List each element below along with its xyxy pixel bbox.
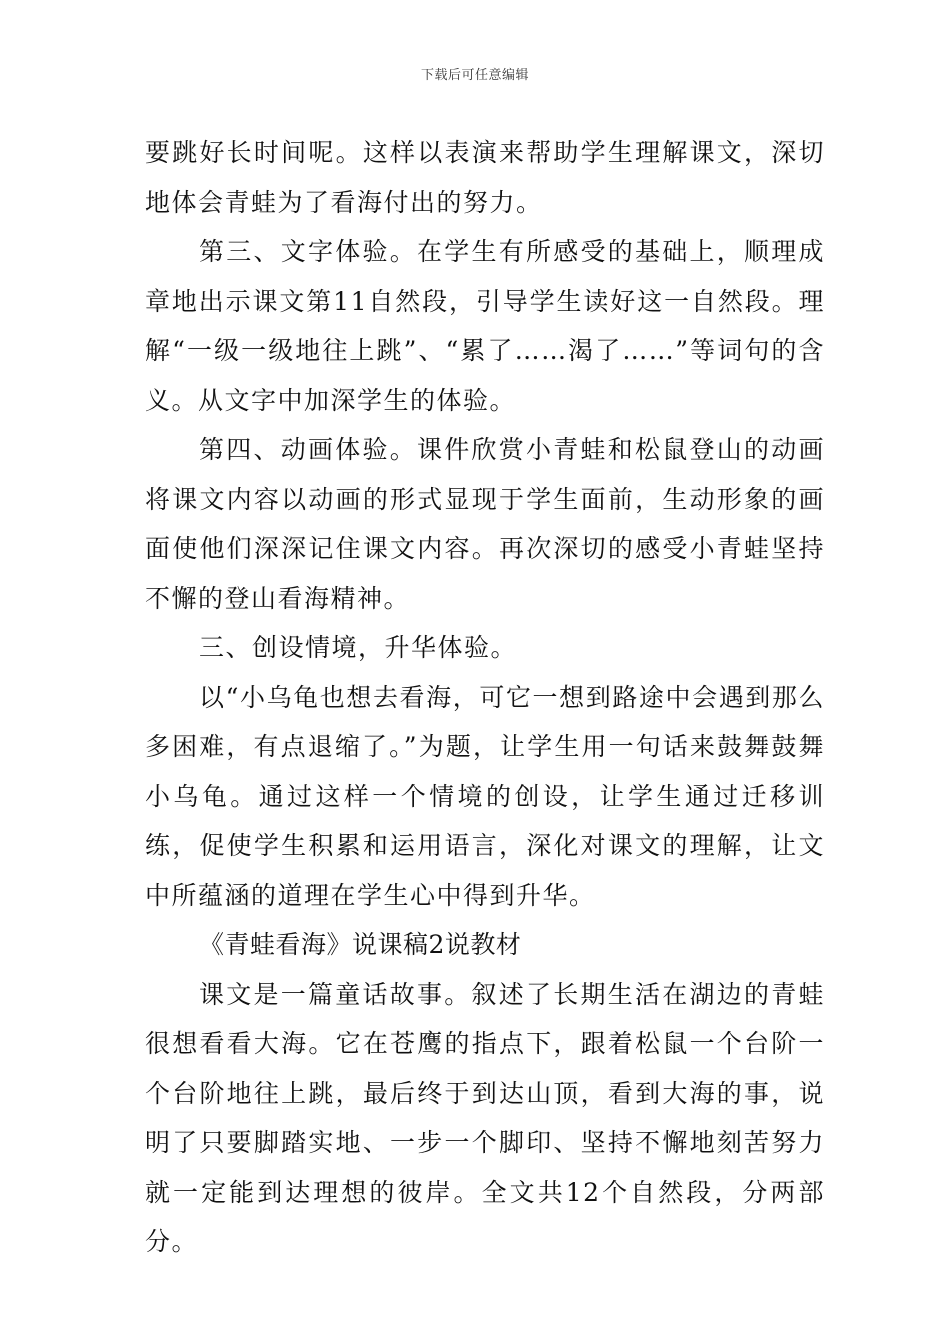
paragraph-textbook-intro: 课文是一篇童话故事。叙述了长期生活在湖边的青蛙很想看看大海。它在苍鹰的指点下，跟着松鼠一个台阶一个台阶地往上跳，最后终于到达山顶，看到大海的事，说明了只要脚踏实地、一步一个脚印、坚持不懈地刻苦努力就一定能到达理想的彼岸。全文共12个自然段，分两部分。 — [145, 979, 825, 1256]
paragraph-animation-experience: 第四、动画体验。课件欣赏小青蛙和松鼠登山的动画将课文内容以动画的形式显现于学生面前，生动形象的画面使他们深深记住课文内容。再次深切的感受小青蛙坚持不懈的登山看海精神。 — [145, 435, 825, 613]
paragraph-little-turtle: 以“小乌龟也想去看海，可它一想到路途中会遇到那么多困难，有点退缩了。”为题，让学生用一句话来鼓舞鼓舞小乌龟。通过这样一个情境的创设，让学生通过迁移训练，促使学生积累和运用语言，深化对课文的理解，让文中所蕴涵的道理在学生心中得到升华。 — [145, 682, 825, 910]
subtitle-lesson-plan-2: 《青蛙看海》说课稿2说教材 — [199, 930, 522, 959]
paragraph-text-experience: 第三、文字体验。在学生有所感受的基础上，顺理成章地出示课文第11自然段，引导学生读好这一自然段。理解“一级一级地往上跳”、“累了……渴了……”等词句的含义。从文字中加深学生的体验。 — [145, 237, 825, 415]
paragraph-continuation: 要跳好长时间呢。这样以表演来帮助学生理解课文，深切地体会青蛙为了看海付出的努力。 — [145, 138, 825, 217]
document-body — [145, 128, 825, 1267]
page-header: 下载后可任意编辑 — [420, 68, 529, 83]
section-heading-create-situation: 三、创设情境，升华体验。 — [199, 633, 518, 662]
